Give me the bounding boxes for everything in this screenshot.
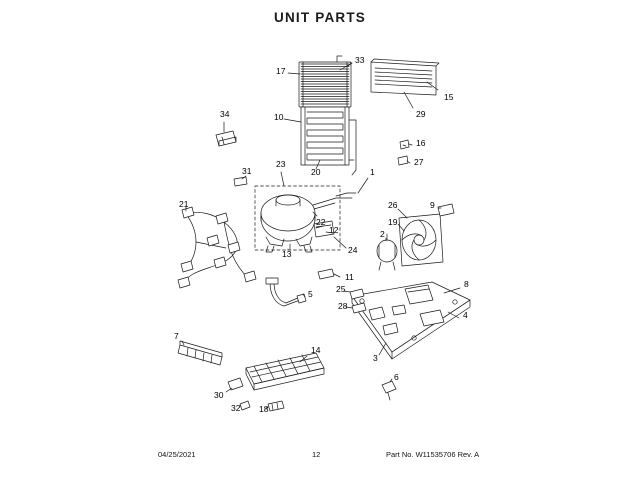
callout-number: 14	[311, 345, 321, 355]
callout-number: 5	[308, 289, 313, 299]
callout-number: 21	[179, 199, 189, 209]
callout-number: 24	[348, 245, 358, 255]
callout-number: 2	[380, 229, 385, 239]
callout-number: 25	[336, 284, 346, 294]
callout-number: 1	[370, 167, 375, 177]
page-title: UNIT PARTS	[274, 10, 366, 25]
footer-page-number: 12	[312, 450, 321, 459]
callout-number: 10	[274, 112, 284, 122]
callout-number: 20	[311, 167, 321, 177]
callout-number: 12	[329, 225, 339, 235]
callout-number: 28	[338, 301, 348, 311]
callout-number: 32	[231, 403, 241, 413]
page-footer	[0, 450, 640, 462]
callout-number: 9	[430, 200, 435, 210]
callout-number: 11	[345, 272, 354, 282]
callout-number: 33	[355, 55, 365, 65]
callout-number: 13	[282, 249, 292, 259]
callout-number: 23	[276, 159, 286, 169]
callout-number: 16	[416, 138, 426, 148]
callout-number: 30	[214, 390, 224, 400]
footer-part-number: Part No. W11535706 Rev. A	[386, 450, 480, 459]
callout-number: 34	[220, 109, 230, 119]
callout-number: 26	[388, 200, 398, 210]
callout-number: 18	[259, 404, 269, 414]
callout-number: 4	[463, 310, 468, 320]
callout-number: 22	[316, 217, 326, 227]
callout-number: 31	[242, 166, 252, 176]
callout-number: 19	[388, 217, 398, 227]
callout-number: 7	[174, 331, 179, 341]
callout-number: 3	[373, 353, 378, 363]
callout-number: 29	[416, 109, 426, 119]
callout-number: 27	[414, 157, 424, 167]
callout-number: 17	[276, 66, 286, 76]
callout-number: 6	[394, 372, 399, 382]
callout-number: 15	[444, 92, 454, 102]
callout-number: 8	[464, 279, 469, 289]
footer-date: 04/25/2021	[158, 450, 196, 459]
